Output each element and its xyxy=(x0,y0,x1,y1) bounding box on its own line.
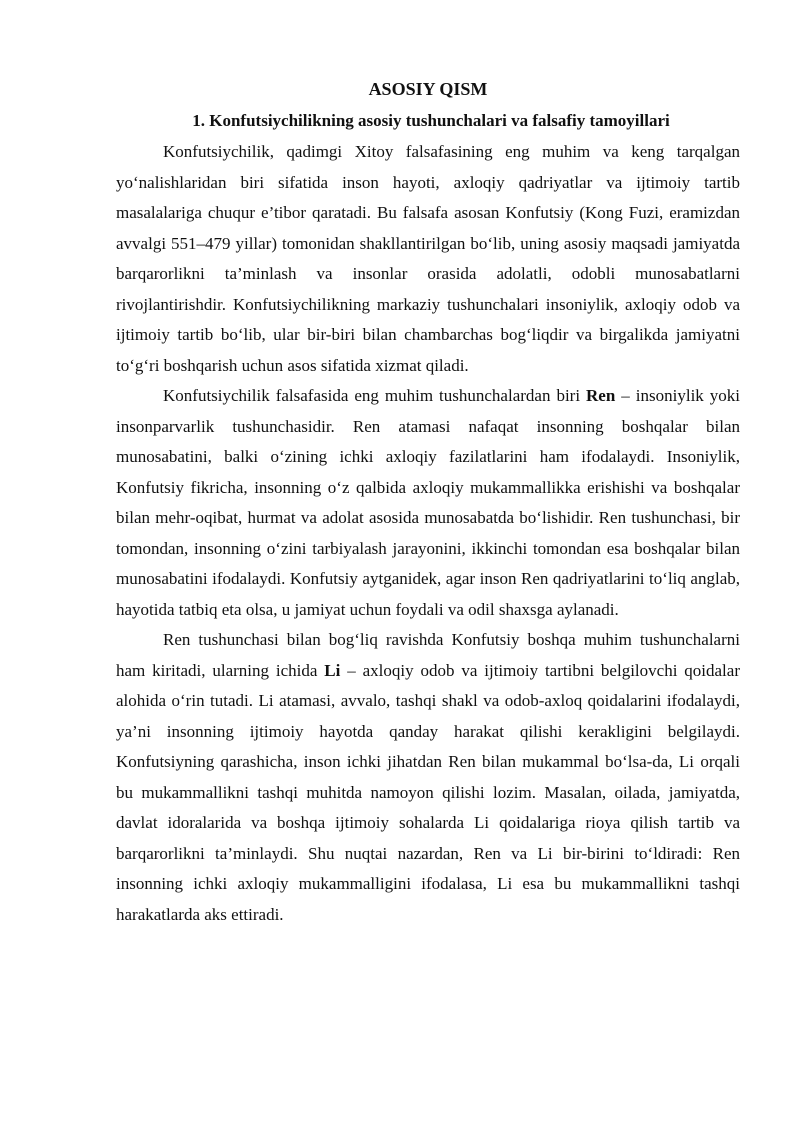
term-ren: Ren xyxy=(586,386,616,405)
paragraph-2-body: – insoniylik yoki insonparvarlik tushunchasidir. Ren atamasi nafaqat insonning boshqalar bilan munosabatini, balki oʻzining ichki axloqiy fazilatlarini ham ifodalaydi. Insoniylik, Konfutsiy fikricha, insonning oʻz qalbida axloqiy mukammallikka erishishi va boshqalar bilan mehr-oqibat, hurmat va adolat asosida munosabatda boʻlishidir. Ren tushunchasi, bir tomondan, insonning oʻzini tarbiyalash jarayonini, ikkinchi tomondan esa boshqalar bilan munosabatini ifodalaydi. Konfutsiy aytganidek, agar inson Ren qadriyatlarini toʻliq anglab, hayotida tatbiq eta olsa, u jamiyat uchun foydali va odil shaxsga aylanadi. xyxy=(116,386,740,619)
paragraph-1: Konfutsiychilik, qadimgi Xitoy falsafasining eng muhim va keng tarqalgan yoʻnalishlaridan biri sifatida inson hayoti, axloqiy qadriyatlar va ijtimoiy tartib masalalariga chuqur e’tibor qaratadi. Bu falsafa asosan Konfutsiy (Kong Fuzi, eramizdan avvalgi 551–479 yillar) tomonidan shakllantirilgan boʻlib, uning asosiy maqsadi jamiyatda barqarorlikni ta’minlash va insonlar orasida adolatli, odobli munosabatlarni rivojlantirishdir. Konfutsiychilikning markaziy tushunchalari insoniylik, axloqiy odob va ijtimoiy tartib boʻlib, ular bir-biri bilan chambarchas bogʻliqdir va birgalikda jamiyatni toʻgʻri boshqarish uchun asos sifatida xizmat qiladi. xyxy=(116,142,740,375)
term-li: Li xyxy=(324,660,341,680)
paragraph-3 xyxy=(116,625,740,930)
document-page xyxy=(116,74,740,930)
paragraph-2 xyxy=(116,381,740,625)
paragraph-2-intro: Konfutsiychilik falsafasida eng muhim tushunchalardan biri xyxy=(163,386,587,405)
paragraph-3-intro: Ren tushunchasi bilan bogʻliq ravishda Konfutsiy boshqa muhim tushunchalarni ham kiritadi, ularning ichida xyxy=(116,630,740,680)
section-title: 1. Konfutsiychilikning asosiy tushunchalari va falsafiy tamoyillari xyxy=(192,111,670,130)
document-title: ASOSIY QISM xyxy=(368,79,488,99)
paragraph-3-body: – axloqiy odob va ijtimoiy tartibni belgilovchi qoidalar alohida oʻrin tutadi. Li atamasi, avvalo, tashqi shakl va odob-axloq qoidalarini ifodalaydi, ya’ni insonning ijtimoiy hayotda qanday harakat qilishi kerakligini belgilaydi. Konfutsiyning qarashicha, inson ichki jihatdan Ren bilan mukammal boʻlsa-da, Li orqali bu mukammallikni tashqi muhitda namoyon qilishi lozim. Masalan, oilada, jamiyatda, davlat idoralarida va boshqa ijtimoiy sohalarda Li qoidalariga rioya qilish tartib va barqarorlikni ta’minlaydi. Shu nuqtai nazardan, Ren va Li bir-birini toʻldiradi: Ren insonning ichki axloqiy mukammalligini ifodalasa, Li esa bu mukammallikni tashqi harakatlarda aks ettiradi. xyxy=(116,660,740,924)
